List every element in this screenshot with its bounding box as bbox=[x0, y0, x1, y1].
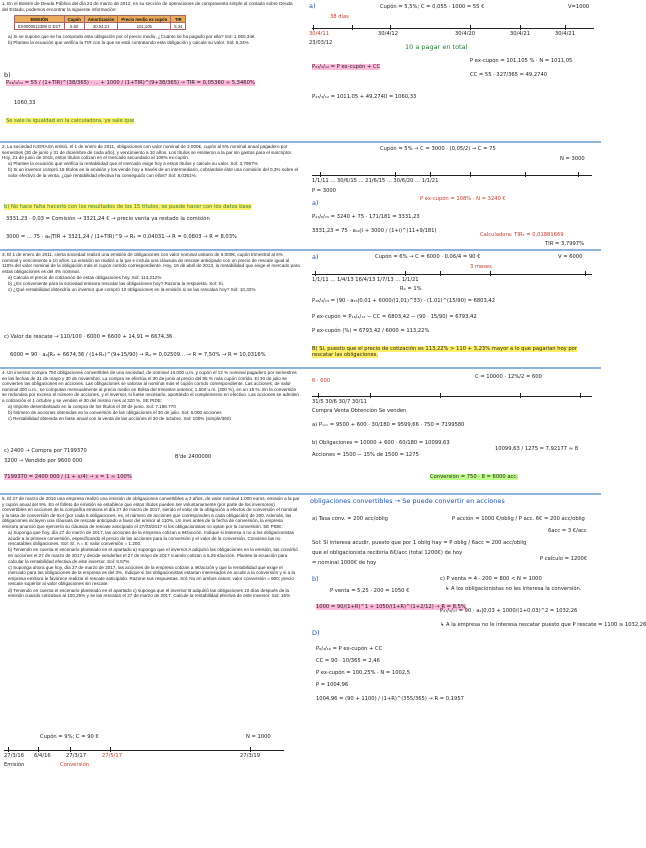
timeline-5-tick bbox=[38, 747, 39, 752]
hand-5-tl-n: N = 1000 bbox=[246, 734, 271, 740]
exercise-2-text: 2. La sociedad IUGRASA emitió, el 1 de enero de 2011, obligaciones con valor nominal de 3.000€, cupón al 5% nominal anual pagadero por semestres (30 de junio y 31 de diciembre de cada año), y vencimiento a 10 años. Los títulos se emitieron a la par sin gastos para el suscriptor. Hoy, 21 de junio de 2015, estos títulos cotizan en el mercado secundario al 108% ex-cupón. bbox=[2, 144, 293, 161]
hand-4b3: 10099,63 / 1275 = 7,92177 ≈ 8 bbox=[495, 446, 579, 452]
hand-1b-number: 1060,33 bbox=[14, 100, 36, 106]
timeline-4-tick bbox=[580, 393, 581, 398]
hand-5d-eq3: P ex-cupón = 100,25% · N = 1002,5 bbox=[316, 670, 411, 676]
timeline-3 bbox=[312, 274, 592, 275]
hand-4-conv-text: Conversión = 750 · 8 = 6000 acc. bbox=[430, 474, 518, 480]
question-3b: b) ¿Es conveniente para la sociedad emisora rescatar las obligaciones hoy? Razona la respuesta. Sol: Sí. bbox=[8, 280, 225, 286]
hand-2a-calc: Calculadora: TIR₂ = 0,01881669 bbox=[480, 232, 564, 238]
hand-5-sol2: que el obligacionista recibiría 6€/acc (total 1200€) de hoy bbox=[312, 550, 463, 556]
exercise-5-text: 5. El 27 de marzo de 2016 una empresa realizó una emisión de obligaciones convertibles a 3 años, de valor nominal 1.000 euros, emisión a la par y cupón anual del 9%. En el folleto de emisión se establece que estos títulos pueden ser voluntariamente (por parte de los inversores) convertibles en acciones de la compañía emisora el día 27 de marzo de 2017, siendo el valor de la obligación a efectos de conversión el nominal y la tasa de conversión de 6x4 (por cada 6 obligaciones, es, el número de acciones que corresponden a cada obligación) de 200. Además, las obligaciones incluyen una cláusula de rescate anticipado a favor del emisor al 110%. Un mes antes de la fecha de conversión, la empresa emisora anunció que ejercería su cláusula de rescate anticipado el 27/03/2017 si los obligacionistas no optan por la conversión. SE PIDE: bbox=[2, 496, 300, 529]
timeline-1-tick bbox=[313, 25, 314, 30]
exercise-1-text: 1. En el Boletín de Deuda Pública del día 23 de marzo de 2012, en su sección de operaciones de compraventa simple al contado sobre Deuda del Estado, podemos encontrar la siguiente información: bbox=[2, 1, 293, 12]
hand-5-tl-d2: 6/4/16 bbox=[34, 753, 51, 759]
timeline-1-tick bbox=[470, 25, 471, 30]
hand-2a-label: a) bbox=[312, 199, 319, 207]
hand-4-v: 6 · 600 bbox=[312, 378, 331, 384]
hand-1b-note bbox=[6, 118, 134, 124]
bond-table-header bbox=[15, 16, 186, 23]
hand-4a: a) Pₘᵢₙ = 9500 + 600 · 30/180 = 9599,66 · 750 = 7199580 bbox=[312, 422, 465, 428]
timeline-1-tick bbox=[390, 25, 391, 30]
hand-1a-p3: CC = 55 · 327/365 = 49,2740 bbox=[470, 72, 548, 78]
question-4a: a) Importe desembolsado en la compra de los títulos el 30 de junio. Sol: 7.198.770 bbox=[8, 404, 176, 410]
question-5b: b) Teniendo en cuenta el escenario planteado en el apartado a) suponga que el inversor A adquirió las obligaciones en la emisión, las convirtió en acciones el 27 de marzo de 2017 y decide venderlas el 27 de mayo de 2017 cuando cotizan a 5,25 €/acción. Plantee la ecuación para calcular la rentabilidad efectiva de este inversor. Sol: 8,57% bbox=[8, 547, 298, 564]
timeline-4-tick bbox=[520, 393, 521, 398]
divider bbox=[0, 249, 601, 251]
hand-5-tl-d5: 27/3/19 bbox=[240, 753, 260, 759]
hand-1a-p1 bbox=[312, 64, 380, 70]
timeline-3-tick bbox=[315, 271, 316, 276]
hand-4-labels: Compra Venta Obtención Se venden bbox=[312, 408, 407, 414]
hand-3c: c) Valor de rescate → 110/100 · 6000 = 6600 + 14,91 = 6674,36 bbox=[4, 334, 173, 340]
hand-5c: c) P venta = 4 · 200 = 800 < N = 1000 bbox=[440, 576, 542, 582]
hand-5a2: P acción = 1000 €/oblig / P acc. 6€ = 200 acc/oblig bbox=[452, 516, 585, 522]
hand-1a-date-2: 30/4/12 bbox=[378, 31, 398, 37]
hand-5-tl-d3: 27/3/17 bbox=[66, 753, 86, 759]
exercise-2-statement bbox=[2, 144, 300, 179]
hand-5a3: 6acc = 3 €/acc bbox=[548, 528, 587, 534]
hand-5-title: obligaciones convertibles → Se puede convertir en acciones bbox=[310, 497, 505, 505]
timeline-3-tick bbox=[490, 271, 491, 276]
hand-5c2: ↳ A los obligacionistas no les interesa la conversión. bbox=[445, 586, 582, 592]
hand-3a-eq: P₁₆/₄/₁₃ = (90 · a₃₃|0,01 + 6000/(1,01)^33) · (1,01)^(15/90) = 6803,42 bbox=[312, 298, 496, 304]
hand-1a-days: 38 días bbox=[330, 14, 349, 20]
question-3a: a) Calcula el precio de cotización de estas obligaciones hoy. Sol: 113,212% bbox=[8, 274, 162, 280]
table-row bbox=[15, 23, 186, 30]
question-5d: d) Teniendo en cuenta el escenario planteado en el apartado c) suponga que el inversor B adquirió las obligaciones 10 días después de la emisión cuando cotizaban al 100,25% y se las rescatan el 27 de marzo de 2017. Calcule la rentabilidad efectiva de este inversor. Sol: 15% bbox=[8, 587, 291, 599]
hand-3b-text: B) Sí, puesto que el precio de cotización es 113,22% > 110 + 3,23% mayor a lo que pagarían hoy por rescatar las obligaciones. bbox=[312, 346, 577, 359]
timeline-2-tick bbox=[525, 172, 526, 177]
hand-4c-eq-text: 7199370 = 2400 000 / (1 + x/4) → x = 1 ≈ 100% bbox=[4, 474, 132, 480]
hand-2b-eq2: 3000 = ... 75 · a₉|TIR + 3321,24 / (1+TIR)^9 → R₂ = 0,04031 → R = 0,0803 → R = 8,03% bbox=[6, 234, 237, 240]
hand-5d-eq5: 1004,96 = (90 + 1100) / (1+R)^(355/365) → R = 0,1957 bbox=[316, 696, 464, 702]
hand-2a-cup: Cupón = 5% → C = 3000 · (0,05/2) → C = 75 bbox=[380, 146, 496, 152]
hand-2a-p: P = 3000 bbox=[312, 188, 336, 194]
exercise-1 bbox=[0, 0, 601, 140]
timeline-5 bbox=[4, 750, 284, 751]
hand-5-tl-d4: 27/5/17 bbox=[102, 753, 122, 759]
bond-col-cupon: Cupón bbox=[64, 16, 84, 23]
exercise-3-statement bbox=[2, 252, 300, 293]
exercise-5-statement bbox=[2, 496, 300, 599]
hand-4-top: C = 10000 · 12%/2 = 600 bbox=[475, 374, 542, 380]
hand-5-tl-c: Conversión bbox=[60, 762, 90, 768]
hand-1a-total: P₂₃/₃/₁₂ = 1011,05 + 49,2740 = 1060,33 bbox=[312, 94, 417, 100]
timeline-2-tick bbox=[430, 172, 431, 177]
hand-5-pcalc: P calculo = 1200€ bbox=[540, 556, 588, 562]
hand-1b-equation bbox=[6, 80, 255, 86]
hand-4c: c) 2400 → Compra por 7199370 bbox=[4, 448, 87, 454]
timeline-2-tick bbox=[320, 172, 321, 177]
timeline-4-tick bbox=[440, 393, 441, 398]
hand-2b bbox=[4, 204, 251, 210]
hand-1b-label: b) bbox=[4, 71, 11, 79]
hand-1a-date-1: 23/03/12 bbox=[309, 40, 333, 46]
timeline-2 bbox=[312, 175, 592, 176]
hand-4-dates: 31/5 30/6 30/7 30/11 bbox=[312, 399, 367, 405]
timeline-5-tick bbox=[70, 747, 71, 752]
hand-1a-label: a) bbox=[309, 2, 316, 10]
hand-5d-label: D) bbox=[312, 629, 320, 637]
hand-5a: a) Tasa conv. = 200 acc/oblig bbox=[312, 516, 388, 522]
question-1a: a) Si se supone que se ha comprado esta obligación por el precio medio, ¿Cuánto se ha pagado por ella? Sol: 1.060,34€ bbox=[8, 34, 255, 39]
hand-5d-eq2: CC = 90 · 10/365 = 2,46 bbox=[316, 658, 380, 664]
divider bbox=[0, 141, 601, 143]
exercise-2 bbox=[0, 144, 601, 248]
bond-table bbox=[14, 15, 186, 30]
hand-3c-eq: 6000 = 90 · a₉|R₄ + 6674,36 / (1+R₄)^(9+15/90) → R₄ = 0,02509... → R = 7,50% → R = 10,0316% bbox=[10, 352, 266, 358]
hand-5b-label: b) bbox=[312, 575, 319, 583]
timeline-4-tick bbox=[370, 393, 371, 398]
hand-1a-date-3: 30/4/20 bbox=[455, 31, 475, 37]
bond-cell-amortizacion: 30.04.21 bbox=[84, 23, 118, 30]
bond-cell-precio: 101,105 bbox=[118, 23, 171, 30]
hand-5d-eq: P₆/₄/₁₆ = P ex-cupón + CC bbox=[316, 646, 383, 652]
question-1b: b) Plantee la ecuación que verifica la TIR con la que se está contratando esta obligación y calcule su valor. Sol: 5,34% bbox=[8, 40, 249, 46]
hand-5d-eq4: P = 1004,96 bbox=[316, 682, 349, 688]
question-5c: c) Suponga ahora que hoy, día 27 de marzo de 2017, las acciones de la empresa cotizan a 4€/acción y que la rentabilidad que exige el mercado para las obligaciones de la empresa es del 3%. Indique si los obligacionistas estarían interesados en acudir a la conversión y si a la empresa emisora le favorece realizar el rescate anticipado. Razone sus respuestas. Sol: No en ambos casos; valor conversión = 800; precio rescate superior al valor obligaciones sin rescate. bbox=[8, 564, 296, 587]
exercise-3-text: 3. El 1 de enero de 2011, cierta sociedad realizó una emisión de obligaciones con valor nominal unitario de 6.000€, cupón trimestral al 6% nominal y vencimiento a 10 años. La emisión se realizó a la par e incluía una cláusula de rescate anticipado con un precio de rescate igual al 110% del valor nominal de la obligación más el cupón corrido correspondiente. Hoy, 16 de abril de 2013, la rentabilidad que exige el mercado para estas obligaciones es del 4% nominal. bbox=[2, 252, 300, 274]
question-2b: b) Si un inversor compró 15 títulos en la emisión y los vende hoy a través de un intermediario, cobrándole éste una comisión del 0,3% sobre el valor efectivo de la venta, ¿qué rentabilidad efectiva ha conseguido con ellos? Sol: 8,0361%. bbox=[8, 167, 299, 178]
hand-3a-pct: P ex-cupón (%) = 6793,42 / 6000 = 113,22% bbox=[312, 328, 430, 334]
hand-4c-eq bbox=[4, 474, 132, 480]
timeline-2-tick bbox=[578, 172, 579, 177]
timeline-5-tick bbox=[110, 747, 111, 752]
hand-1a-c: C = 0,055 · 1000 = 55 € bbox=[420, 4, 485, 10]
bond-col-precio: Precio medio ex cupón bbox=[118, 16, 171, 23]
hand-2a-pex: P ex-cupón = 108% · N = 3240 € bbox=[420, 196, 506, 202]
hand-4c3: B'de 2400000 bbox=[175, 454, 212, 460]
hand-2a-dates: 1/1/11 ... 30/6/15 ... 21/6/15 ... 30/6/20 ... 1/1/21 bbox=[312, 178, 439, 184]
hand-1a-date-5: 30/4/21 bbox=[555, 31, 575, 37]
timeline-2-tick bbox=[470, 172, 471, 177]
bond-cell-cupon: 5.50 bbox=[64, 23, 84, 30]
hand-3a-cup: Cupón = 6% → C = 6000 · 0,06/4 = 90 € bbox=[375, 254, 481, 260]
hand-5-tl-cup: Cupón = 9%; C = 90 € bbox=[40, 734, 99, 740]
hand-2a-n: N = 3000 bbox=[560, 156, 585, 162]
timeline-3-tick bbox=[440, 271, 441, 276]
timeline-1-tick bbox=[352, 25, 353, 30]
hand-1a-v: V=1000 bbox=[568, 4, 590, 10]
timeline-5-tick bbox=[8, 747, 9, 752]
question-3c: c) ¿Qué rentabilidad obtendría un inversor que compró 10 obligaciones en la emisión si se las rescatan hoy? Sol: 10,32% bbox=[8, 287, 256, 293]
exercise-3 bbox=[0, 252, 601, 366]
hand-2b-text: b) No hace falta hacerlo con los resultados de los 15 títulos, se puede hacer con los datos base bbox=[4, 204, 252, 210]
exercise-4-statement bbox=[2, 370, 300, 422]
bond-cell-tir: 5,34 bbox=[171, 23, 186, 30]
hand-1a-date-4: 30/4/21 bbox=[510, 31, 530, 37]
hand-5b-eq: P venta = 5,25 · 200 = 1050 € bbox=[330, 588, 410, 594]
divider bbox=[0, 367, 601, 369]
hand-1a-cupon bbox=[380, 4, 484, 10]
hand-5-sol: Sol: Sí interesa acudir, puesto que por 1 oblig hay = P oblig / 6acc = 200 acc/oblig bbox=[312, 540, 527, 546]
bond-col-amortizacion: Amortización bbox=[84, 16, 118, 23]
hand-3a-dates: 1/1/11 ... 1/4/13 16/4/13 1/7/13 ... 1/1/21 bbox=[312, 277, 419, 283]
hand-2a-total: P₂₁/₆/₁₅ = 3240 + 75 · 171/181 = 3331,23 bbox=[312, 214, 420, 220]
question-2a: a) Plantee la ecuación que verifica la rentabilidad que el mercado exige hoy a estos títulos y calcule su valor. Sol: 3,7997% bbox=[8, 161, 258, 167]
exercise-4-text: 4. Un inversor compra 750 obligaciones convertibles de una sociedad, de nominal 10.000 u.m. y cupón el 12 % nominal pagadero por semestres en las fechas de 31 de mayo y 30 de noviembre. La compra se efectúa el 30 de junio al precio del 95 % más cupón corrido. El 30 de julio se convierten las obligaciones en acciones. Las obligaciones se valoran al nominal más el cupón corrido correspondiente. Las acciones, de valor nominal 300 u.m., se computan mensualmente al precio medio en Bolsa del trimestre anterior, 1.500 u.m. (300 %), en un 15 %. En la conversión se redondea por exceso el número de acciones, y el inversor, si fuese necesario, aportando el complemento en efectivo. Las acciones se admiten a cotización el 1 octubre y se venden el 30 del mismo mes al 320 %. SE PIDE: bbox=[2, 370, 299, 403]
hand-5-tl-d1: 27/3/16 bbox=[4, 753, 24, 759]
hand-5-sol3: = nominal 1000€ de hoy bbox=[312, 560, 377, 566]
exercise-1-questions bbox=[2, 34, 300, 46]
hand-4-conv bbox=[430, 474, 518, 480]
hand-1a-p2: P ex-cupón = 101,105 % · N = 1011,05 bbox=[470, 58, 573, 64]
hand-4b: b) Obligaciones = 10000 + 600 · 60/180 = 10099,63 bbox=[312, 440, 450, 446]
hand-4b2: Acciones = 1500 − 15% de 1500 = 1275 bbox=[312, 452, 419, 458]
bond-cell-emision: ES0000012389 O EST bbox=[15, 23, 65, 30]
exercise-1-statement bbox=[2, 1, 300, 13]
hand-1a-total-count: 10 a pagar en total bbox=[405, 43, 468, 51]
hand-5c3: P₂₇/₃/₁₇ = 90 · a₂|0,03 + 1000/(1+0,03)^2 = 1032,26 bbox=[440, 608, 578, 614]
timeline-3-tick bbox=[405, 271, 406, 276]
timeline-5-tick bbox=[250, 747, 251, 752]
hand-3b bbox=[312, 346, 597, 358]
hand-3a-days: 3 meses bbox=[470, 264, 492, 270]
divider bbox=[0, 493, 601, 495]
bond-col-tir: TIR bbox=[171, 16, 186, 23]
timeline-1-tick bbox=[565, 25, 566, 30]
question-5a: a) Suponga que hoy, día 27 de marzo de 2017, las acciones de la empresa cotizan a 6€/acción. Indique si interesa o no a los obligacionistas acudir a la primera conversión, especificando el precio de las acciones para la conversión y el valor de la conversión. Conviene las no rescatables obligaciones. Sol: Sí: A = 5; valor conversión = 1.200. bbox=[8, 530, 294, 547]
timeline-2-tick bbox=[395, 172, 396, 177]
hand-3a-v: V = 6000 bbox=[558, 254, 583, 260]
hand-3a-label: a) bbox=[312, 253, 319, 261]
hand-2a-eq: 3331,23 = 75 · a₁₂|i + 3000 / (1+i)^(11+9/181) bbox=[312, 228, 437, 234]
timeline-4-tick bbox=[318, 393, 319, 398]
hand-5-tl-e: Emisión bbox=[4, 762, 25, 768]
question-4b: b) Número de acciones obtenidas en la conversión de las obligaciones el 30 de julio. Sol: 6.000 acciones bbox=[8, 410, 222, 416]
bond-col-emision: EMISIÓN bbox=[15, 16, 65, 23]
hand-5c4: ↳ A la empresa no le interesa rescatar puesto que P rescate = 1100 ≥ 1032,26 bbox=[440, 622, 646, 628]
hand-1a-cupon-text: Cupón = 5,5%; bbox=[380, 4, 420, 10]
hand-1b-note-text: Se sale la igualdad en la calculadora, ya sale que bbox=[6, 118, 135, 124]
hand-2a-calc2: TIR = 3,7997% bbox=[545, 241, 585, 247]
hand-2b-eq: 3331,23 · 0,03 = Comisión → 3321,24 € → precio venta ya restado la comisión bbox=[6, 216, 210, 222]
timeline-3-tick bbox=[585, 271, 586, 276]
question-4c: c) Rentabilidad obtenida en base anual con la venta de las acciones el 30 de octubre. Sol: 100% (simple/360) bbox=[8, 416, 231, 422]
exercise-4 bbox=[0, 370, 601, 492]
exercise-5 bbox=[0, 496, 646, 848]
timeline-4 bbox=[312, 396, 592, 397]
hand-3a-pex: P ex-cupón = P₁₆/₄/₁₃ − CC = 6803,42 − (90 · 15/90) = 6793,42 bbox=[312, 314, 477, 320]
hand-1b-equation-text: P₂₃/₃/₁₂ = 55 / (1+TIR)^(38/365) · ... + 1000 / (1+TIR)^(9+38/365) → TIR = 0,05360 ≈ 5,3460% bbox=[6, 80, 255, 86]
hand-1a-p1-text: P₂₃/₃/₁₂ = P ex-cupón + CC bbox=[312, 64, 381, 70]
hand-1a-date-0: 30/4/11 bbox=[309, 31, 329, 37]
timeline-1 bbox=[312, 28, 594, 29]
hand-4c2: 3200 → Vendido por 9600 000 bbox=[4, 458, 83, 464]
timeline-1-tick bbox=[520, 25, 521, 30]
hand-3a-n: R₄ = 1% bbox=[400, 286, 422, 292]
hand-5b-eq2-text: 1000 = 90/(1+R)^1 + 1050/(1+R)^(1+2/12) → R = 8,5% bbox=[316, 604, 466, 610]
